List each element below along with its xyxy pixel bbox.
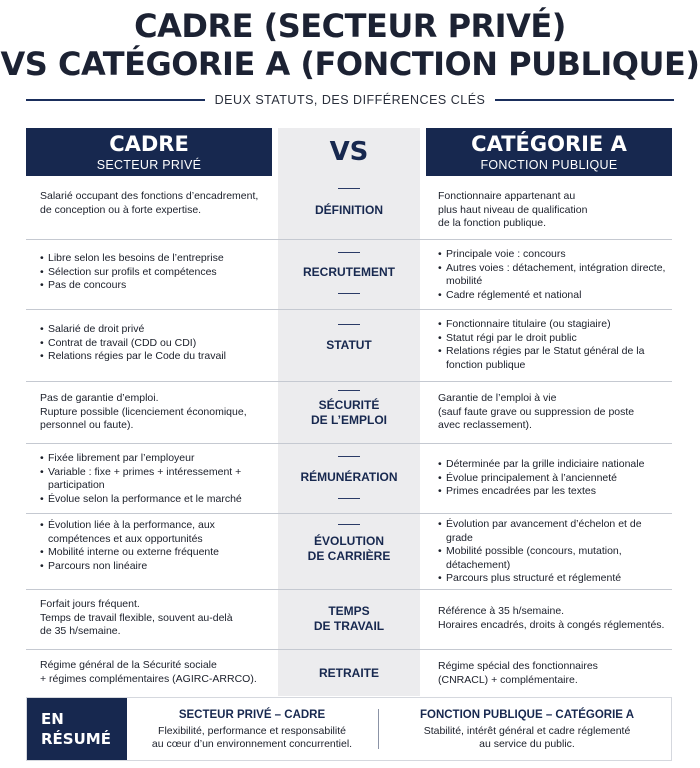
remuneration-criterion [278, 456, 420, 499]
list-item: • Libre selon les besoins de l’entreprise [40, 252, 278, 266]
definition-cadre [40, 190, 278, 217]
text-line: Forfait jours fréquent. [40, 598, 140, 610]
text-line: avec reclassement). [438, 419, 532, 432]
row-definition [26, 176, 672, 240]
categorie-a-header [426, 128, 672, 176]
text-line: de conception ou à forte expertise. [40, 203, 202, 216]
temps-criterion [278, 604, 420, 634]
text-line: + régimes complémentaires (AGIRC-ARRCO). [40, 672, 257, 685]
remuneration-categorie-a [438, 458, 670, 499]
list-item: • Fixée librement par l’employeur [40, 452, 278, 466]
statut-criterion [278, 324, 420, 353]
page-title-line-1: CADRE (SECTEUR PRIVÉ) [134, 7, 566, 45]
text-line: Temps de travail flexible, souvent au-delà [40, 611, 233, 624]
retraite-criterion [278, 666, 420, 681]
recrutement-categorie-a [438, 248, 670, 302]
criterion-label: ÉVOLUTION [313, 534, 384, 548]
criterion-label: DE CARRIÈRE [307, 549, 391, 563]
temps-categorie-a [438, 605, 670, 632]
text-line: Pas de garantie d’emploi. [40, 392, 159, 404]
subtitle-rule-left [26, 99, 205, 101]
definition-categorie-a [438, 190, 670, 231]
summary-private-text [131, 725, 373, 751]
criterion-label: TEMPS [328, 604, 370, 618]
summary-public-text [383, 725, 671, 751]
row-retraite [26, 650, 672, 696]
dash [338, 390, 360, 391]
dash [338, 188, 360, 189]
text-line: Fonctionnaire appartenant au [438, 190, 576, 202]
page-title-line-2: VS CATÉGORIE A (FONCTION PUBLIQUE) [0, 45, 700, 83]
list-item: • Évolue principalement à l’ancienneté [438, 472, 670, 486]
subtitle-row [26, 90, 674, 110]
dash [338, 524, 360, 525]
cadre-header-subtitle: SECTEUR PRIVÉ [96, 158, 202, 172]
subtitle-rule-right [495, 99, 674, 101]
row-evolution-carriere [26, 514, 672, 590]
text-line: plus haut niveau de qualification [438, 203, 588, 216]
list-item: • Pas de concours [40, 279, 278, 293]
list-item: • Autres voies : détachement, intégration directe, mobilité [438, 262, 670, 289]
cadre-header-title: CADRE [109, 132, 189, 156]
securite-criterion [278, 390, 420, 428]
statut-categorie-a [438, 318, 670, 372]
securite-cadre [40, 392, 278, 433]
list-item: • Cadre réglementé et national [438, 289, 670, 303]
list-item: • Contrat de travail (CDD ou CDI) [40, 337, 278, 351]
evolution-cadre [40, 519, 278, 573]
text-line: de 35 h/semaine. [40, 625, 121, 638]
categorie-a-header-subtitle: FONCTION PUBLIQUE [480, 158, 618, 172]
list-item: • Mobilité possible (concours, mutation, détachement) [438, 545, 670, 572]
criterion-label: DE L’EMPLOI [310, 413, 387, 427]
vs-header [278, 128, 420, 176]
row-remuneration [26, 444, 672, 514]
text-line: Régime général de la Sécurité sociale [40, 659, 217, 671]
criterion-label: DE TRAVAIL [313, 619, 385, 633]
criterion-label: RÉMUNÉRATION [300, 470, 398, 484]
text-line: Garantie de l’emploi à vie [438, 392, 557, 404]
summary-private-title: SECTEUR PRIVÉ – CADRE [178, 709, 326, 721]
criterion-label: RECRUTEMENT [303, 265, 395, 279]
evolution-categorie-a [438, 518, 670, 586]
dash [338, 324, 360, 325]
remuneration-cadre [40, 452, 278, 506]
temps-cadre [40, 598, 278, 639]
text-line: Flexibilité, performance et responsabilité [158, 725, 346, 737]
list-item: • Statut régi par le droit public [438, 332, 670, 346]
text-line: Stabilité, intérêt général et cadre réglementé [423, 725, 631, 737]
text-line: Régime spécial des fonctionnaires [438, 660, 598, 672]
summary-private-sector [131, 708, 373, 751]
text-line: Référence à 35 h/semaine. [438, 605, 565, 617]
summary-badge-line: RÉSUMÉ [41, 730, 111, 748]
text-line: au cœur d’un environnement concurrentiel. [151, 738, 353, 750]
list-item: • Relations régies par le Statut général de la fonction publique [438, 345, 670, 372]
evolution-criterion [278, 524, 420, 564]
criterion-label: SÉCURITÉ [318, 398, 380, 412]
dash [338, 252, 360, 253]
list-item: • Évolue selon la performance et le marché [40, 493, 278, 507]
text-line: au service du public. [479, 738, 575, 750]
row-temps-travail [26, 590, 672, 650]
text-line: (sauf faute grave ou suppression de poste [438, 405, 635, 418]
list-item: • Parcours plus structuré et réglementé [438, 572, 670, 586]
row-recrutement [26, 240, 672, 310]
list-item: • Primes encadrées par les textes [438, 485, 670, 499]
summary-badge-line: EN [41, 710, 64, 728]
list-item: • Déterminée par la grille indiciaire nationale [438, 458, 670, 472]
list-item: • Variable : fixe + primes + intéressement + participation [40, 466, 278, 493]
criterion-label: STATUT [326, 338, 372, 352]
text-line: Horaires encadrés, droits à congés réglementés. [438, 618, 665, 631]
summary-public-title: FONCTION PUBLIQUE – CATÉGORIE A [419, 709, 635, 721]
list-item: • Salarié de droit privé [40, 323, 278, 337]
criterion-label: RETRAITE [319, 666, 379, 680]
summary-badge [27, 698, 127, 760]
list-item: • Sélection sur profils et compétences [40, 266, 278, 280]
list-item: • Mobilité interne ou externe fréquente [40, 546, 278, 560]
list-item: • Principale voie : concours [438, 248, 670, 262]
criterion-label: DÉFINITION [315, 203, 383, 217]
page-subtitle: DEUX STATUTS, DES DIFFÉRENCES CLÉS [214, 93, 486, 107]
cadre-header [26, 128, 272, 176]
categorie-a-header-title: CATÉGORIE A [471, 132, 627, 156]
recrutement-criterion [278, 252, 420, 294]
vs-label: VS [329, 137, 369, 167]
dash [338, 293, 360, 294]
list-item: • Fonctionnaire titulaire (ou stagiaire) [438, 318, 670, 332]
list-item: • Évolution liée à la performance, aux compétences et aux opportunités [40, 519, 278, 546]
dash [338, 456, 360, 457]
text-line: personnel ou faute). [40, 419, 134, 432]
retraite-categorie-a [438, 660, 670, 687]
row-securite-emploi [26, 382, 672, 444]
retraite-cadre [40, 659, 278, 686]
text-line: (CNRACL) + complémentaire. [438, 673, 578, 686]
statut-cadre [40, 323, 278, 364]
text-line: de la fonction publique. [438, 217, 546, 230]
text-line: Salarié occupant des fonctions d’encadrement, [40, 190, 259, 202]
definition-criterion [278, 188, 420, 218]
list-item: • Parcours non linéaire [40, 560, 278, 574]
summary-panel [26, 697, 672, 761]
summary-public-sector [383, 708, 671, 751]
recrutement-cadre [40, 252, 278, 293]
list-item: • Relations régies par le Code du travail [40, 350, 278, 364]
list-item: • Évolution par avancement d’échelon et de grade [438, 518, 670, 545]
row-statut [26, 310, 672, 382]
dash [338, 498, 360, 499]
summary-separator [378, 709, 379, 749]
securite-categorie-a [438, 392, 670, 433]
text-line: Rupture possible (licenciement économique, [40, 405, 247, 418]
